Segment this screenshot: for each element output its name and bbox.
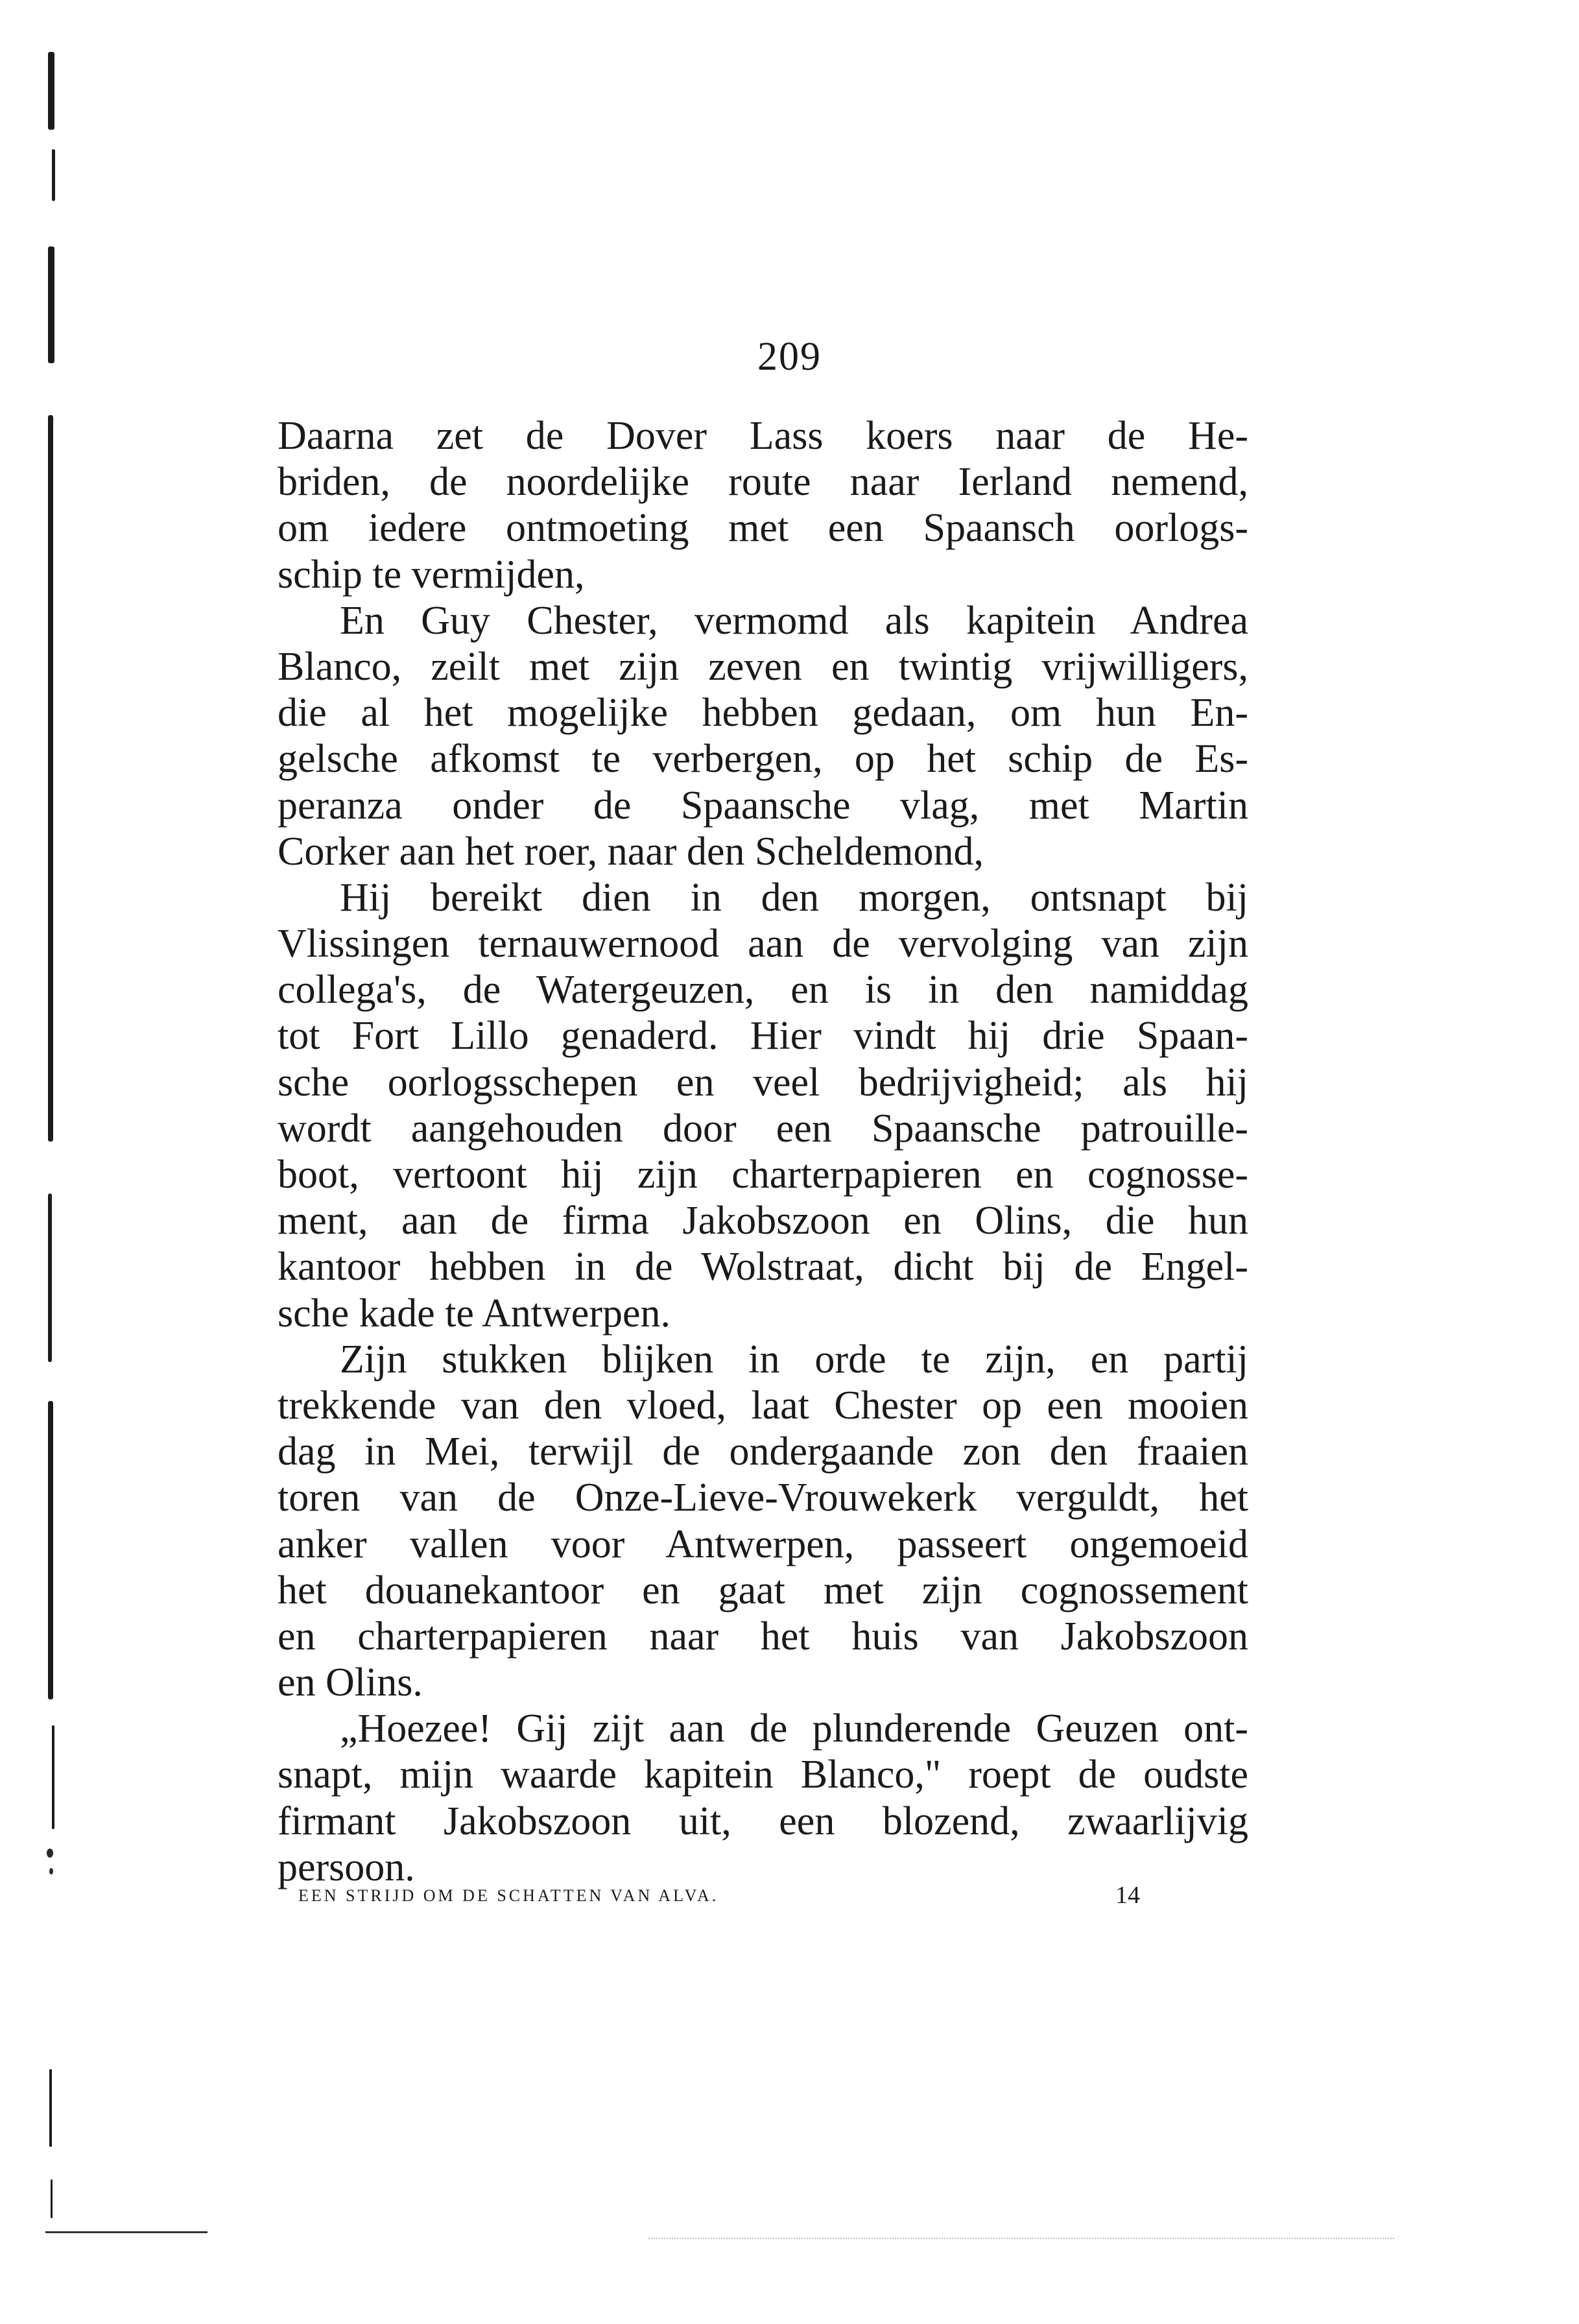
text-line: Daarna zet de Dover Lass koers naar de He- xyxy=(278,414,1248,458)
gutter-streak xyxy=(52,1725,54,1829)
text-line: Corker aan het roer, naar den Scheldemond, xyxy=(278,829,984,874)
gutter-streak xyxy=(52,149,55,201)
signature-mark: 14 xyxy=(1115,1882,1140,1909)
text-line: het douanekantoor en gaat met zijn cognossement xyxy=(278,1568,1248,1612)
gutter-streak xyxy=(48,52,54,130)
text-line: Vlissingen ternauwernood aan de vervolging van zijn xyxy=(278,922,1248,966)
gutter-streak xyxy=(51,2179,53,2218)
text-line: en charterpapieren naar het huis van Jakobszoon xyxy=(278,1614,1248,1659)
text-line: toren van de Onze-Lieve-Vrouwekerk verguldt, het xyxy=(278,1476,1248,1520)
text-line: collega's, de Watergeuzen, en is in den namiddag xyxy=(278,968,1248,1012)
gutter-speck xyxy=(47,1849,53,1858)
text-line: sche oorlogsschepen en veel bedrijvigheid; als hij xyxy=(278,1060,1248,1105)
text-line: wordt aangehouden door een Spaansche patrouille- xyxy=(278,1106,1248,1151)
text-line: trekkende van den vloed, laat Chester op een mooien xyxy=(278,1383,1248,1428)
gutter-streak xyxy=(48,1193,52,1362)
text-line: tot Fort Lillo genaderd. Hier vindt hij drie Spaan- xyxy=(278,1014,1248,1059)
text-line: gelsche afkomst te verbergen, op het schip de Es- xyxy=(278,737,1248,782)
text-line: anker vallen voor Antwerpen, passeert ongemoeid xyxy=(278,1522,1248,1566)
text-line: persoon. xyxy=(278,1845,415,1889)
gutter-streak xyxy=(48,415,53,1142)
text-line: kantoor hebben in de Wolstraat, dicht bij de Engel- xyxy=(278,1245,1248,1289)
text-line: boot, vertoont hij zijn charterpapieren en cognosse- xyxy=(278,1153,1248,1197)
text-line: „Hoezee! Gij zijt aan de plunderende Geuzen ont- xyxy=(340,1707,1248,1751)
body-text xyxy=(278,413,1248,1891)
text-line: ment, aan de firma Jakobszoon en Olins, die hun xyxy=(278,1199,1248,1243)
text-line: Hij bereikt dien in den morgen, ontsnapt bij xyxy=(340,875,1248,920)
text-line: dag in Mei, terwijl de ondergaande zon den fraaien xyxy=(278,1430,1248,1474)
gutter-streak xyxy=(49,2069,52,2147)
page-number: 209 xyxy=(757,335,822,379)
text-line: peranza onder de Spaansche vlag, met Martin xyxy=(278,783,1248,828)
text-line: sche kade te Antwerpen. xyxy=(278,1291,671,1336)
footer-book-title: EEN STRIJD OM DE SCHATTEN VAN ALVA. xyxy=(298,1886,719,1905)
text-line: die al het mogelijke hebben gedaan, om hun En- xyxy=(278,691,1248,736)
text-line: briden, de noordelijke route naar Ierland nemend, xyxy=(278,460,1248,505)
gutter-streak xyxy=(48,1401,53,1699)
text-line: Zijn stukken blijken in orde te zijn, en partij xyxy=(340,1337,1248,1382)
text-line: schip te vermijden, xyxy=(278,552,585,597)
text-line: firmant Jakobszoon uit, een blozend, zwaarlijvig xyxy=(278,1799,1248,1843)
gutter-speck xyxy=(49,1868,53,1875)
bottom-scan-dots xyxy=(648,2238,1394,2239)
bottom-scan-rule xyxy=(45,2231,208,2233)
text-line: om iedere ontmoeting met een Spaansch oorlogs- xyxy=(278,506,1248,551)
text-line: en Olins. xyxy=(278,1660,423,1705)
text-line: En Guy Chester, vermomd als kapitein Andrea xyxy=(340,598,1248,643)
text-line: Blanco, zeilt met zijn zeven en twintig vrijwilligers, xyxy=(278,644,1248,689)
text-line: snapt, mijn waarde kapitein Blanco," roept de oudste xyxy=(278,1753,1248,1797)
